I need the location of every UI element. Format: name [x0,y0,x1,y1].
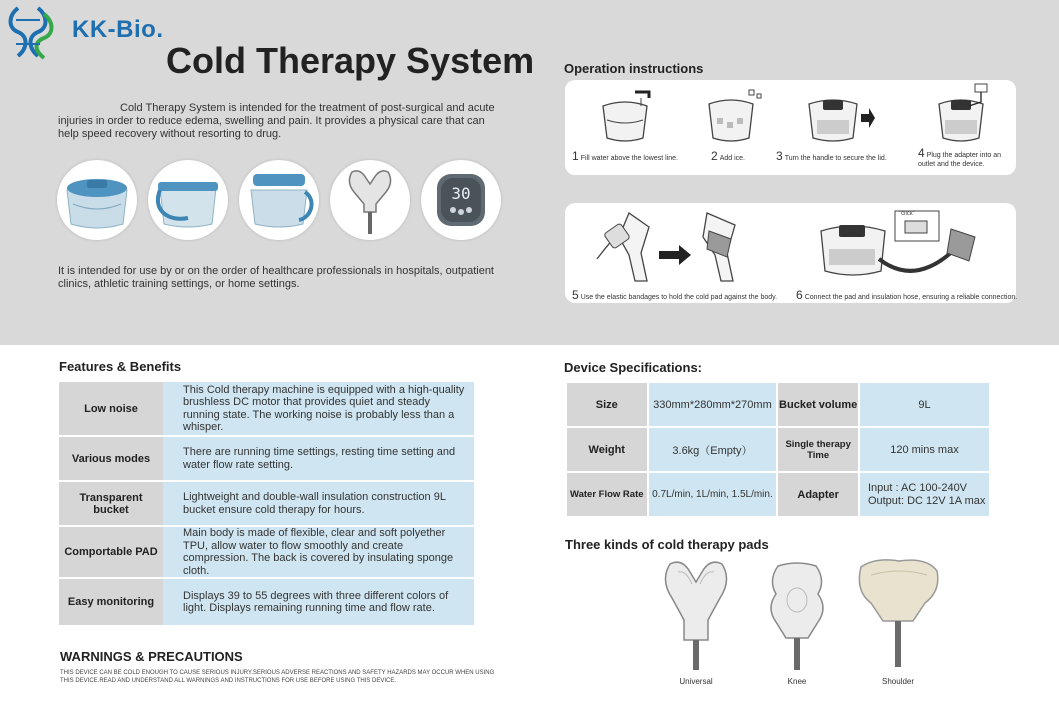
operation-panel-1 [565,80,1016,175]
brand-logo [4,2,174,60]
step-2-text: Add ice. [719,155,745,162]
apply-knee-pad-icon [589,207,759,285]
feature-name: Various modes [59,436,163,481]
features-title: Features & Benefits [59,359,182,374]
step-3-caption [776,149,887,163]
pad-label-shoulder: Shoulder [881,677,915,686]
feature-name: Easy monitoring [59,578,163,626]
feature-row [59,526,474,578]
ice-bucket-open-icon [239,160,319,240]
feature-row [59,382,474,436]
operation-title: Operation instructions [564,61,704,76]
feature-name: Comportable PAD [59,526,163,578]
spec-value: 330mm*280mm*270mm [648,382,778,427]
spec-value: 0.7L/min, 1L/min, 1.5L/min. [648,472,778,517]
spec-row [566,472,990,517]
features-table [59,382,474,627]
spec-label: Bucket volume [777,382,859,427]
product-photo-pad [330,160,410,240]
step-4-number: 4 [918,146,925,160]
control-display-value: 30 [451,184,471,203]
connect-hose-icon [815,209,995,287]
cold-pad-icon [330,160,410,240]
step-4-text: Plug the adapter into an outlet and the device. [918,152,1002,168]
warnings-text: THIS DEVICE CAN BE COLD ENOUGH TO CAUSE SERIOUS INJURY.SERIOUS ADVERSE REACTIONS AND SAFETY HAZARDS MAY OCCUR WHEN USING THIS DEVICE.READ AND UNDERSTAND ALL WARNINGS AND INSTRUCTIONS FOR USE BEFORE USING THIS DEVICE. [60,670,495,684]
spec-row [566,427,990,472]
operation-panel-2 [565,203,1016,303]
spec-label: Single therapy Time [777,427,859,472]
feature-name: Transparent bucket [59,481,163,526]
step-2-caption [711,149,745,163]
step-3-text: Turn the handle to secure the lid. [784,155,887,162]
step-5-text: Use the elastic bandages to hold the cold pad against the body. [580,294,778,301]
spec-label: Adapter [777,472,859,517]
feature-desc: Displays 39 to 55 degrees with three different colors of light. Displays remaining running time and flow rate. [163,578,474,626]
shoulder-pad-icon [855,557,941,675]
feature-row [59,436,474,481]
intro-text: Cold Therapy System is intended for the treatment of post-surgical and acute injuries in order to reduce edema, swelling and pain. It provides a physical care that can help speed recovery without resorting to drug. [58,102,495,140]
pads-title: Three kinds of cold therapy pads [565,537,769,552]
step-4-caption [918,146,1014,169]
knee-pad-icon [764,560,830,676]
step-3-number: 3 [776,149,783,163]
plug-adapter-icon [933,82,1005,146]
brand-name: KK-Bio. [72,16,164,43]
universal-pad-icon [660,558,732,676]
add-ice-icon [703,86,763,146]
step-6-number: 6 [796,288,803,302]
feature-row [59,481,474,526]
spec-value [859,472,990,517]
product-photo-bucket-front [57,160,137,240]
spec-label: Weight [566,427,648,472]
feature-name: Low noise [59,382,163,436]
spec-row [566,382,990,427]
spec-value: 120 mins max [859,427,990,472]
step-1-caption [572,149,678,163]
product-photo-bucket-open [239,160,319,240]
click-callout: "click" [899,211,915,217]
pad-label-knee: Knee [787,677,807,686]
step-5-number: 5 [572,288,579,302]
step-6-text: Connect the pad and insulation hose, ensuring a reliable connection. [804,294,1018,301]
feature-desc: There are running time settings, resting time setting and water flow rate setting. [163,436,474,481]
dna-logo-icon [4,2,66,60]
specs-table [565,381,991,518]
ice-bucket-icon [57,160,137,240]
warnings-title: WARNINGS & PRECAUTIONS [60,649,243,664]
spec-label: Water Flow Rate [566,472,648,517]
step-5-caption [572,288,777,302]
step-2-number: 2 [711,149,718,163]
adapter-input: Input : AC 100-240V [867,481,968,494]
feature-row [59,578,474,626]
ice-bucket-handle-icon [148,160,228,240]
specs-title: Device Specifications: [564,360,702,375]
feature-desc: Lightweight and double-wall insulation construction 9L bucket ensure cold therapy for hours. [163,481,474,526]
spec-value: 3.6kg（Empty） [648,427,778,472]
usage-text: It is intended for use by or on the order of healthcare professionals in hospitals, outpatient clinics, athletic training settings, or home settings. [58,265,494,290]
pad-label-universal: Universal [679,677,713,686]
feature-desc: This Cold therapy machine is equipped with a high-quality brushless DC motor that provides quiet and steady running state. The working noise is probably less than a whisper. [163,382,474,436]
spec-label: Size [566,382,648,427]
step-6-caption [796,288,1017,302]
secure-lid-icon [805,86,877,146]
step-1-text: Fill water above the lowest line. [580,155,678,162]
product-photo-control [421,160,501,240]
adapter-output: Output: DC 12V 1A max [867,494,986,507]
spec-value: 9L [859,382,990,427]
fill-water-icon [595,86,655,146]
page-title: Cold Therapy System [166,40,535,81]
step-1-number: 1 [572,149,579,163]
product-photo-bucket-side [148,160,228,240]
feature-desc: Main body is made of flexible, clear and soft polyether TPU, allow water to flow smoothly and create compression. The back is covered by insulating sponge cloth. [163,526,474,578]
